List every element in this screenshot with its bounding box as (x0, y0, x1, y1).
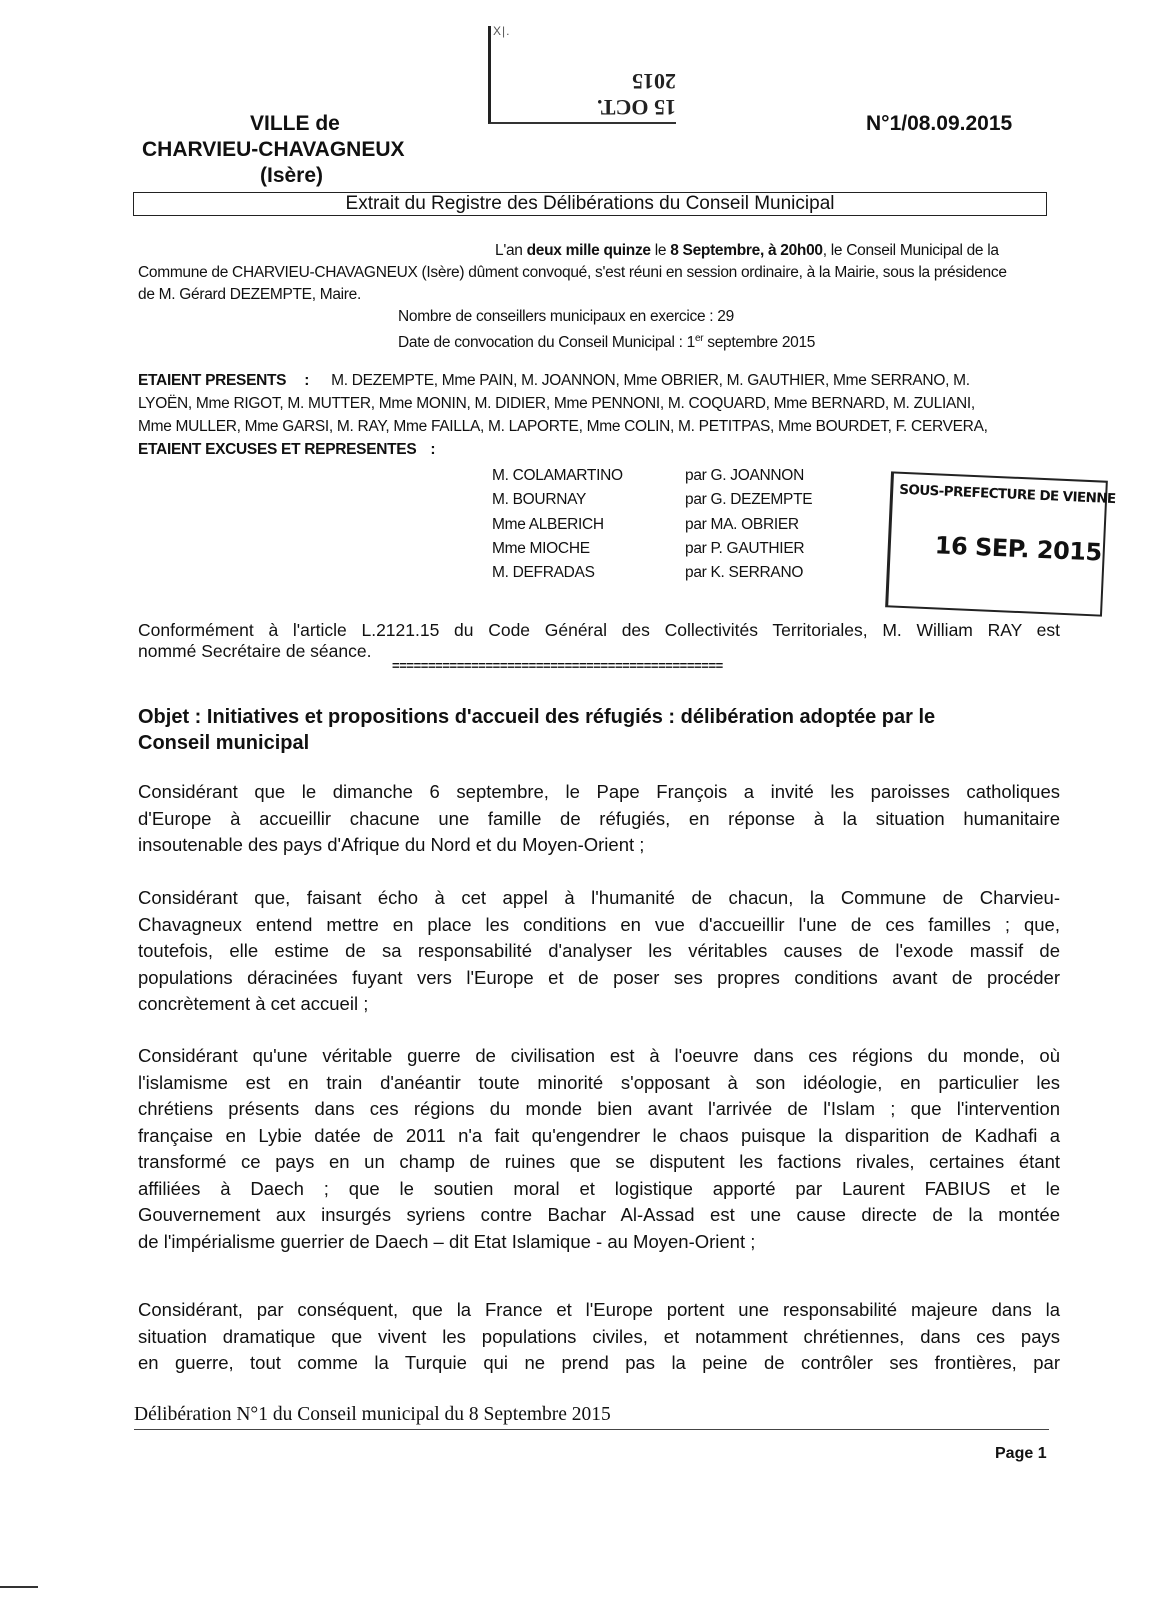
presents-line2: LYOËN, Mme RIGOT, M. MUTTER, Mme MONIN, M. DIDIER, Mme PENNONI, M. COQUARD, Mme BERNARD, M. ZULIANI, (138, 395, 975, 412)
prefecture-stamp-date: 16 SEP. 2015 (934, 531, 1103, 567)
arrival-stamp-date: 15 OCT. 2015 (596, 69, 676, 120)
prefecture-stamp-label: SOUS-PREFECTURE DE VIENNE (898, 481, 1116, 508)
page-number: Page 1 (995, 1445, 1047, 1462)
ville-name: CHARVIEU-CHAVAGNEUX (142, 138, 405, 161)
document-title: Extrait du Registre des Délibérations du Conseil Municipal (133, 192, 1047, 216)
convocation-date: Date de convocation du Conseil Municipal : 1er septembre 2015 (398, 333, 816, 352)
scan-edge-mark (0, 1586, 38, 1588)
arrival-stamp (488, 26, 676, 124)
proxy-name: par K. SERRANO (685, 564, 804, 582)
excused-name: M. DEFRADAS (492, 564, 595, 582)
prefecture-stamp (885, 471, 1116, 616)
footer-rule (134, 1429, 1049, 1430)
excused-name: Mme MIOCHE (492, 539, 590, 557)
excused-name: M. COLAMARTINO (492, 467, 623, 484)
deliberation-reference: N°1/08.09.2015 (866, 112, 1013, 135)
proxy-name: par P. GAUTHIER (685, 539, 805, 557)
ville-line1: VILLE de (250, 112, 340, 135)
ville-department: (Isère) (260, 164, 324, 187)
presents-line1: ETAIENT PRESENTS : M. DEZEMPTE, Mme PAIN, M. JOANNON, Mme OBRIER, M. GAUTHIER, Mme SERRANO, M. (138, 372, 970, 389)
footer-reference: Délibération N°1 du Conseil municipal du 8 Septembre 2015 (134, 1404, 611, 1425)
proxy-name: par G. DEZEMPTE (685, 491, 813, 509)
paragraph-2: Considérant que, faisant écho à cet appel à l'humanité de chacun, la Commune de Charvieu- Chavagneux entend mettre en place les conditions en vue d'accueillir l'une de ces familles ; que, toutefois, elle estime de sa responsabilité d'analyser les véritables causes de l'exode massif de populations déracinées fuyant vers l'Europe et de poser ses propres conditions avant de procéder concrètement à cet accueil ; (138, 887, 1060, 1014)
secretary-line2: nommé Secrétaire de séance. (138, 641, 372, 661)
excuses-label: ETAIENT EXCUSES ET REPRESENTES : (138, 441, 436, 458)
preamble-line1: L'an deux mille quinze le 8 Septembre, à 20h00, le Conseil Municipal de la (495, 242, 999, 259)
objet-line2: Conseil municipal (138, 732, 310, 754)
excused-name: Mme ALBERICH (492, 515, 604, 533)
paragraph-1: Considérant que le dimanche 6 septembre, le Pape François a invité les paroisses catholiques d'Europe à accueillir chacune une famille de réfugiés, en réponse à la situation humanitaire insoutenable des pays d'Afrique du Nord et du Moyen-Orient ; (138, 781, 1060, 855)
conseillers-count: Nombre de conseillers municipaux en exercice : 29 (398, 308, 734, 325)
preamble-line2: Commune de CHARVIEU-CHAVAGNEUX (Isère) dûment convoqué, s'est réuni en session ordinaire, à la Mairie, sous la présidence (138, 264, 1007, 281)
proxy-name: par MA. OBRIER (685, 515, 799, 533)
presents-line3: Mme MULLER, Mme GARSI, M. RAY, Mme FAILLA, M. LAPORTE, Mme COLIN, M. PETITPAS, Mme BOURDET, F. CERVERA, (138, 418, 988, 435)
stamp-mark: X|. (493, 24, 511, 38)
secretary-line1: Conformément à l'article L.2121.15 du Code Général des Collectivités Territoriales, M. William RAY est (138, 620, 1060, 640)
separator: ============================================== (392, 658, 723, 673)
proxy-name: par G. JOANNON (685, 467, 804, 484)
paragraph-4: Considérant, par conséquent, que la France et l'Europe portent une responsabilité majeure dans la situation dramatique que vivent les populations civiles, et notamment chrétiennes, dans ces pays en guerre, tout comme la Turquie qui ne prend pas la peine de contrôler ses frontières, par (138, 1299, 1060, 1373)
excused-names (492, 464, 672, 585)
objet-line1: Objet : Initiatives et propositions d'accueil des réfugiés : délibération adoptée par le (138, 706, 936, 728)
paragraph-3: Considérant qu'une véritable guerre de civilisation est à l'oeuvre dans ces régions du monde, où l'islamisme est en train d'anéantir toute minorité s'opposant à son idéologie, en particulier les chrétiens présents dans ces régions du monde bien avant l'arrivée de l'Islam ; que l'intervention française en Lybie datée de 2011 n'a fait qu'engendrer le chaos puisque la disparition de Kadhafi a transformé ce pays en un champ de ruines que se disputent les factions rivales, certaines étant affiliées à Daech ; que le soutien moral et logistique apporté par Laurent FABIUS et le Gouvernement aux insurgés syriens contre Bachar Al-Assad est une cause directe de la montée de l'impérialisme guerrier de Daech – dit Etat Islamique - au Moyen-Orient ; (138, 1045, 1060, 1252)
excused-proxies (685, 464, 865, 585)
excused-name: M. BOURNAY (492, 491, 587, 509)
preamble-line3: de M. Gérard DEZEMPTE, Maire. (138, 286, 361, 303)
